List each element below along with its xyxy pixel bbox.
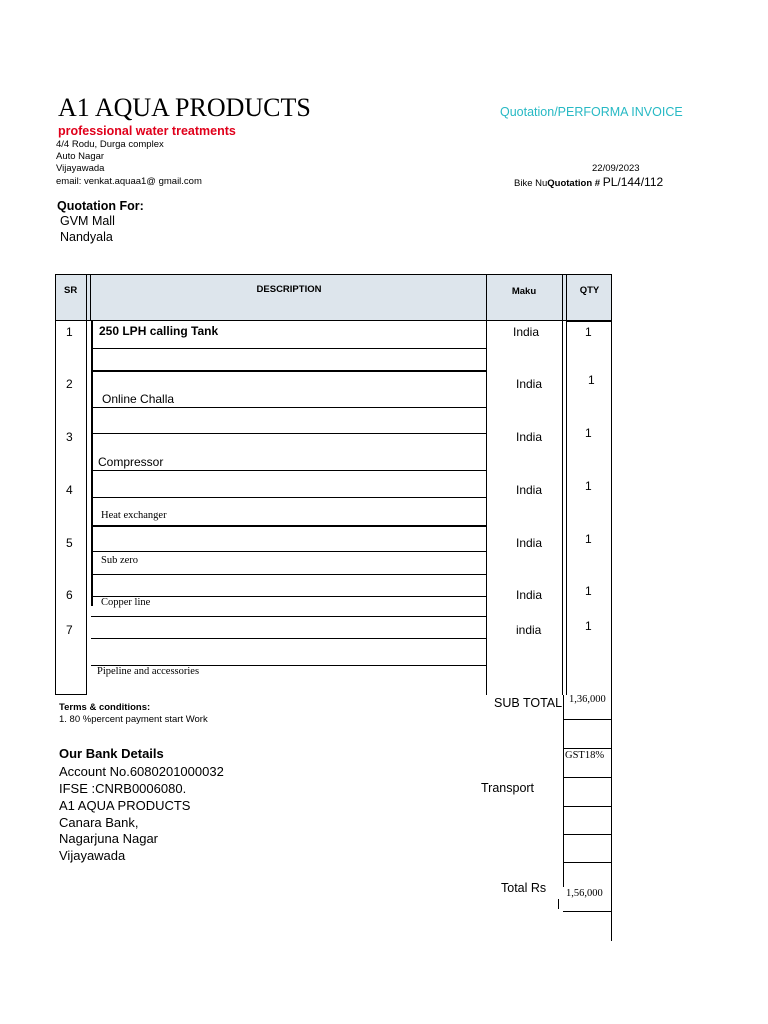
column-divider-description bbox=[486, 274, 487, 695]
row-4-description: Heat exchanger bbox=[101, 510, 167, 521]
row-6-qty: 1 bbox=[585, 584, 592, 598]
row-6-sr: 6 bbox=[66, 588, 73, 602]
header-make: Maku bbox=[511, 286, 537, 297]
document-type: Quotation/PERFORMA INVOICE bbox=[500, 105, 683, 119]
totals-divider bbox=[563, 834, 612, 835]
company-name: A1 AQUA PRODUCTS bbox=[58, 93, 311, 122]
subtotal-value: 1,36,000 bbox=[569, 694, 606, 705]
bank-city: Vijayawada bbox=[59, 848, 126, 863]
table-right-border bbox=[611, 274, 612, 695]
column-divider-make-double bbox=[566, 274, 567, 695]
row-6-make: India bbox=[516, 588, 543, 602]
header-qty: QTY bbox=[579, 285, 600, 296]
qty-header-underline bbox=[566, 320, 612, 322]
row-1-qty: 1 bbox=[585, 325, 592, 339]
description-line bbox=[91, 525, 487, 527]
company-tagline: professional water treatments bbox=[58, 124, 236, 138]
quotation-number-line bbox=[514, 175, 663, 189]
description-line bbox=[91, 407, 487, 408]
totals-left-border bbox=[563, 695, 564, 887]
column-divider-sr-double bbox=[90, 274, 91, 321]
bank-account-number: Account No.6080201000032 bbox=[59, 764, 224, 779]
gst-label: GST18% bbox=[565, 750, 605, 761]
row-4-make: India bbox=[516, 483, 543, 497]
client-location: Nandyala bbox=[60, 230, 113, 244]
column-divider-make bbox=[562, 274, 563, 695]
total-label: Total Rs bbox=[501, 881, 547, 895]
row-3-description: Compressor bbox=[98, 455, 164, 469]
address-line-2: Auto Nagar bbox=[56, 151, 105, 162]
quotation-number-label: Quotation # bbox=[547, 178, 601, 189]
totals-divider bbox=[563, 862, 612, 863]
totals-right-border bbox=[611, 695, 612, 941]
row-1-make: India bbox=[513, 325, 540, 339]
totals-divider bbox=[563, 911, 612, 912]
row-5-make: India bbox=[516, 536, 543, 550]
terms-heading: Terms & conditions: bbox=[59, 702, 151, 713]
row-3-sr: 3 bbox=[66, 430, 73, 444]
totals-divider bbox=[563, 806, 612, 807]
bank-name: Canara Bank, bbox=[59, 815, 139, 830]
row-7-qty: 1 bbox=[585, 619, 592, 633]
row-5-description: Sub zero bbox=[101, 555, 139, 566]
bank-ifsc: IFSE :CNRB0006080. bbox=[59, 781, 187, 796]
header-description: DESCRIPTION bbox=[256, 284, 322, 295]
table-left-border bbox=[55, 274, 56, 695]
quotation-number: PL/144/112 bbox=[602, 175, 664, 189]
total-tick-mark bbox=[558, 899, 559, 909]
description-line bbox=[91, 616, 487, 617]
transport-label: Transport bbox=[481, 781, 535, 795]
row-7-make: india bbox=[516, 623, 542, 637]
description-line bbox=[91, 638, 487, 639]
description-box-left bbox=[91, 321, 93, 606]
email-line: email: venkat.aquaa1@ gmail.com bbox=[56, 176, 202, 187]
description-line bbox=[91, 348, 487, 349]
row-1-description: 250 LPH calling Tank bbox=[99, 324, 219, 338]
description-line bbox=[91, 470, 487, 471]
row-2-description: Online Challa bbox=[102, 392, 175, 406]
description-line bbox=[91, 574, 487, 575]
description-line bbox=[91, 551, 487, 552]
quotation-for-heading: Quotation For: bbox=[57, 199, 144, 213]
row-2-qty: 1 bbox=[588, 373, 595, 387]
table-header-bottom-border bbox=[55, 320, 612, 321]
client-name: GVM Mall bbox=[60, 214, 115, 228]
quotation-prefix: Bike Nu bbox=[514, 178, 548, 189]
address-line-1: 4/4 Rodu, Durga complex bbox=[56, 139, 164, 150]
description-line bbox=[91, 596, 487, 597]
row-5-sr: 5 bbox=[66, 536, 73, 550]
row-2-make: India bbox=[516, 377, 543, 391]
totals-divider bbox=[563, 719, 612, 720]
column-divider-sr bbox=[86, 274, 87, 695]
items-table bbox=[55, 274, 612, 695]
totals-divider bbox=[563, 777, 612, 778]
row-7-sr: 7 bbox=[66, 623, 73, 637]
quotation-date: 22/09/2023 bbox=[592, 163, 640, 174]
description-line bbox=[91, 497, 487, 498]
bank-account-name: A1 AQUA PRODUCTS bbox=[59, 798, 191, 813]
table-header-background bbox=[55, 274, 612, 321]
bank-details-heading: Our Bank Details bbox=[59, 746, 164, 761]
row-6-description: Copper line bbox=[101, 597, 151, 608]
header-sr: SR bbox=[64, 285, 78, 296]
row-3-make: India bbox=[516, 430, 543, 444]
row-1-sr: 1 bbox=[66, 325, 73, 339]
row-4-qty: 1 bbox=[585, 479, 592, 493]
row-3-qty: 1 bbox=[585, 426, 592, 440]
table-bottom-border bbox=[55, 694, 87, 695]
table-top-border bbox=[55, 274, 612, 275]
total-value: 1,56,000 bbox=[566, 888, 603, 899]
address-line-3: Vijayawada bbox=[56, 163, 105, 174]
subtotal-label: SUB TOTAL bbox=[494, 696, 563, 710]
row-4-sr: 4 bbox=[66, 483, 73, 497]
totals-divider bbox=[563, 748, 612, 749]
terms-item: 1. 80 %percent payment start Work bbox=[59, 714, 208, 725]
row-5-qty: 1 bbox=[585, 532, 592, 546]
row-2-sr: 2 bbox=[66, 377, 73, 391]
row-7-description: Pipeline and accessories bbox=[97, 666, 200, 677]
description-line bbox=[91, 370, 487, 372]
bank-branch: Nagarjuna Nagar bbox=[59, 831, 159, 846]
description-line bbox=[91, 433, 487, 434]
